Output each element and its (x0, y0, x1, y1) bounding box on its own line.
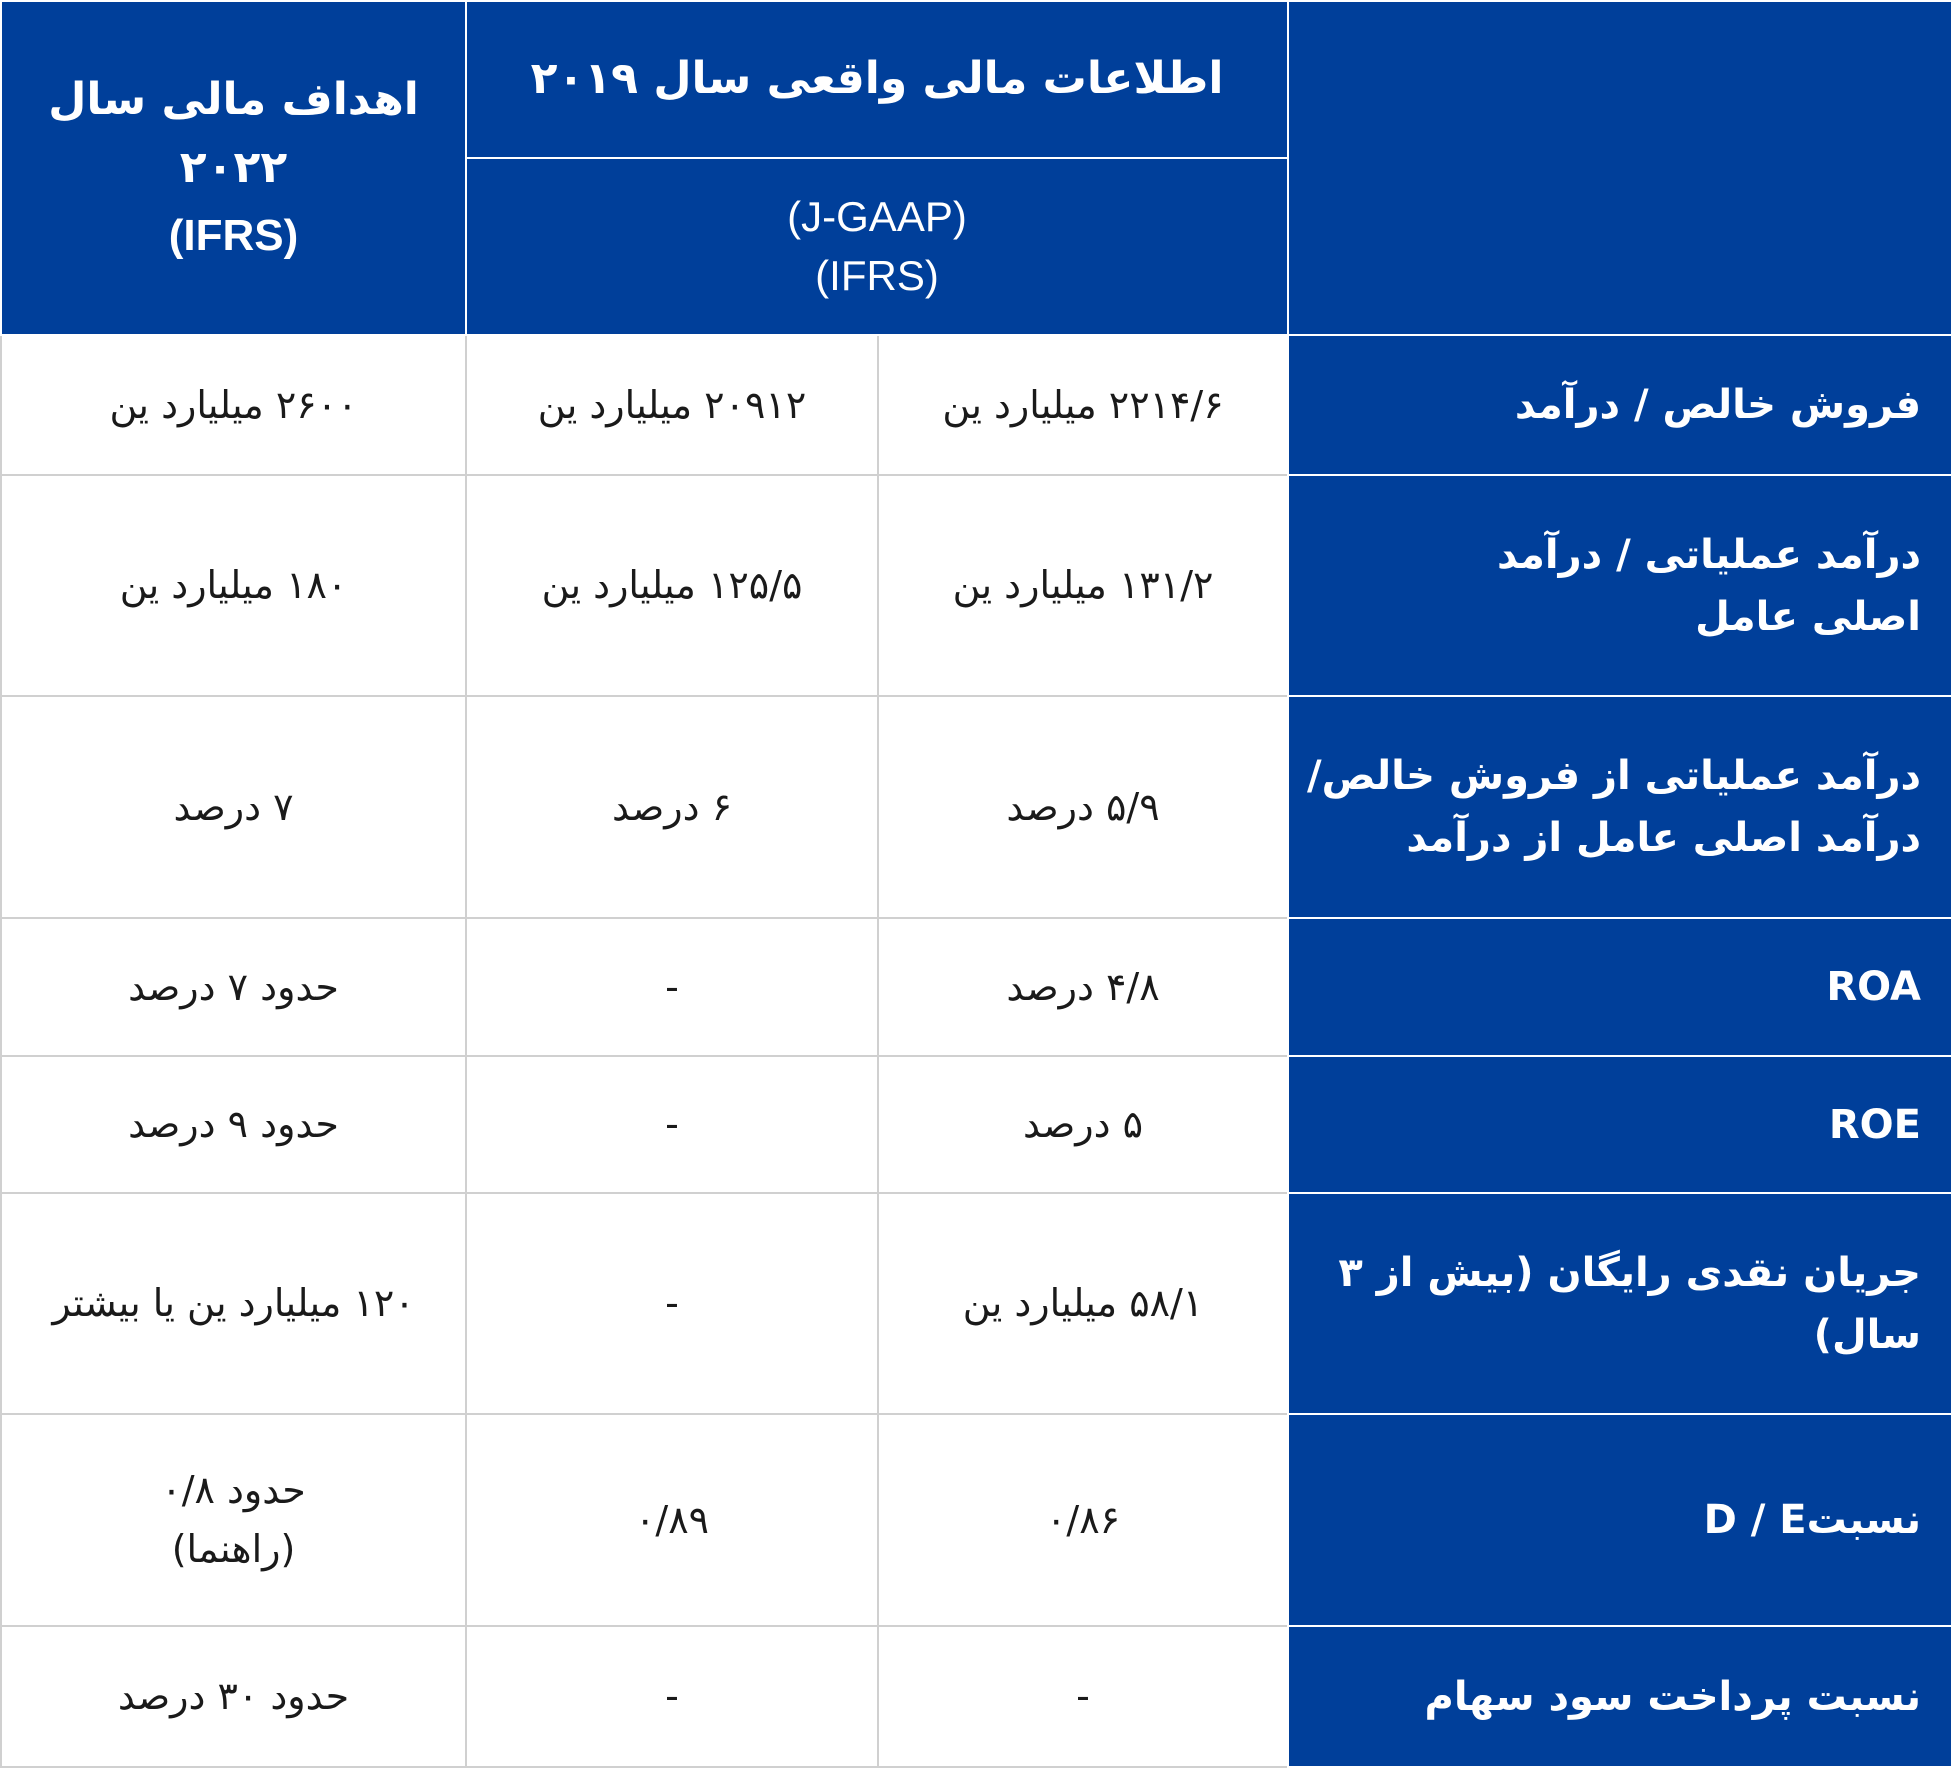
row-label-cell (1288, 1056, 1951, 1193)
jgaap-value: ۵/۹ درصد (1006, 784, 1160, 829)
header-target-line3: (IFRS) (168, 211, 299, 261)
table-row (1, 335, 1951, 475)
row-label-cell (1288, 335, 1951, 475)
jgaap-value-cell (878, 335, 1288, 475)
header-row-1 (1, 1, 1951, 158)
row-label-line: سال) (1813, 1311, 1922, 1358)
target-2022-value-cell (1, 335, 466, 475)
jgaap-value-cell (878, 918, 1288, 1056)
target-2022-value-cell (1, 696, 466, 918)
ifrs-value-cell (466, 475, 878, 696)
jgaap-value: ۱۳۱/۲ میلیارد ین (952, 563, 1214, 608)
jgaap-value-cell (878, 696, 1288, 918)
jgaap-value-cell (878, 1626, 1288, 1767)
target-2022-value: (راهنما) (171, 1527, 296, 1571)
ifrs-value-cell (466, 1056, 878, 1193)
target-2022-value-cell (1, 1056, 466, 1193)
header-actual-title: اطلاعات مالی واقعی سال ۲۰۱۹ (530, 53, 1224, 105)
row-label-line: اصلی عامل (1695, 593, 1922, 640)
jgaap-value-cell (878, 475, 1288, 696)
header-target-2022 (1, 1, 466, 335)
row-label-cell (1288, 918, 1951, 1056)
row-label-cell (1288, 1626, 1951, 1767)
jgaap-value-cell (878, 1414, 1288, 1626)
target-2022-value-cell (1, 918, 466, 1056)
row-label-line: درآمد اصلی عامل از درآمد (1406, 815, 1922, 861)
table-row (1, 1056, 1951, 1193)
header-standards (466, 158, 1288, 335)
table-row (1, 475, 1951, 696)
jgaap-value: ۵ درصد (1023, 1102, 1144, 1147)
ifrs-value: - (665, 1102, 679, 1147)
jgaap-value: ۵۸/۱ میلیارد ین (962, 1281, 1204, 1326)
row-label-line: نسبت پرداخت سود سهام (1424, 1673, 1922, 1720)
header-actual-2019 (466, 1, 1288, 158)
row-label-line: ROE (1828, 1101, 1922, 1148)
header-target-line1: اهداف مالی سال (48, 73, 419, 125)
target-2022-value-cell (1, 1414, 466, 1626)
header-corner-cell (1288, 1, 1951, 335)
ifrs-value: ۲۰۹۱۲ میلیارد ین (537, 382, 807, 427)
row-label-line: ROA (1826, 964, 1922, 1010)
row-label-line: نسبتD / E (1703, 1497, 1922, 1543)
ifrs-value: - (665, 1281, 679, 1326)
target-2022-value: ۱۲۰ میلیارد ین یا بیشتر (52, 1281, 415, 1326)
ifrs-value: ۱۲۵/۵ میلیارد ین (541, 563, 803, 608)
row-label-cell (1288, 696, 1951, 918)
ifrs-value-cell (466, 696, 878, 918)
jgaap-value: ۲۲۱۴/۶ میلیارد ین (942, 382, 1224, 427)
ifrs-value: ۶ درصد (612, 784, 732, 829)
header-ifrs-label: (IFRS) (815, 251, 939, 299)
row-label-line: جریان نقدی رایگان (بیش از ۳ (1338, 1249, 1922, 1296)
row-label-cell (1288, 1193, 1951, 1414)
target-2022-value-cell (1, 1626, 466, 1767)
row-label-cell (1288, 1414, 1951, 1626)
ifrs-value: - (665, 964, 679, 1009)
table-row (1, 696, 1951, 918)
table-row (1, 1626, 1951, 1767)
ifrs-value: - (665, 1674, 679, 1719)
target-2022-value: حدود ۷ درصد (128, 964, 339, 1009)
ifrs-value: ۰/۸۹ (634, 1497, 710, 1542)
table-row (1, 918, 1951, 1056)
target-2022-value: حدود ۳۰ درصد (117, 1674, 350, 1719)
table-row (1, 1193, 1951, 1414)
ifrs-value-cell (466, 1193, 878, 1414)
target-2022-value: حدود ۹ درصد (128, 1102, 339, 1147)
target-2022-value: ۱۸۰ میلیارد ین (119, 563, 348, 608)
jgaap-value: ۴/۸ درصد (1006, 964, 1160, 1009)
target-2022-value: حدود ۰/۸ (161, 1468, 306, 1513)
row-label-line: فروش خالص / درآمد (1514, 382, 1922, 428)
header-jgaap-label: (J-GAAP) (787, 192, 967, 240)
target-2022-value: ۷ درصد (173, 784, 294, 829)
row-label-line: درآمد عملیاتی از فروش خالص/ (1306, 753, 1922, 799)
target-2022-value: ۲۶۰۰ میلیارد ین (109, 382, 358, 427)
jgaap-value-cell (878, 1056, 1288, 1193)
jgaap-value: - (1076, 1674, 1090, 1719)
jgaap-value-cell (878, 1193, 1288, 1414)
target-2022-value-cell (1, 475, 466, 696)
ifrs-value-cell (466, 1414, 878, 1626)
table-row (1, 1414, 1951, 1626)
row-label-line: درآمد عملیاتی / درآمد (1497, 531, 1922, 578)
header-target-line2: ۲۰۲۲ (179, 141, 288, 193)
target-2022-value-cell (1, 1193, 466, 1414)
row-label-cell (1288, 475, 1951, 696)
ifrs-value-cell (466, 1626, 878, 1767)
jgaap-value: ۰/۸۶ (1045, 1497, 1121, 1542)
ifrs-value-cell (466, 918, 878, 1056)
ifrs-value-cell (466, 335, 878, 475)
